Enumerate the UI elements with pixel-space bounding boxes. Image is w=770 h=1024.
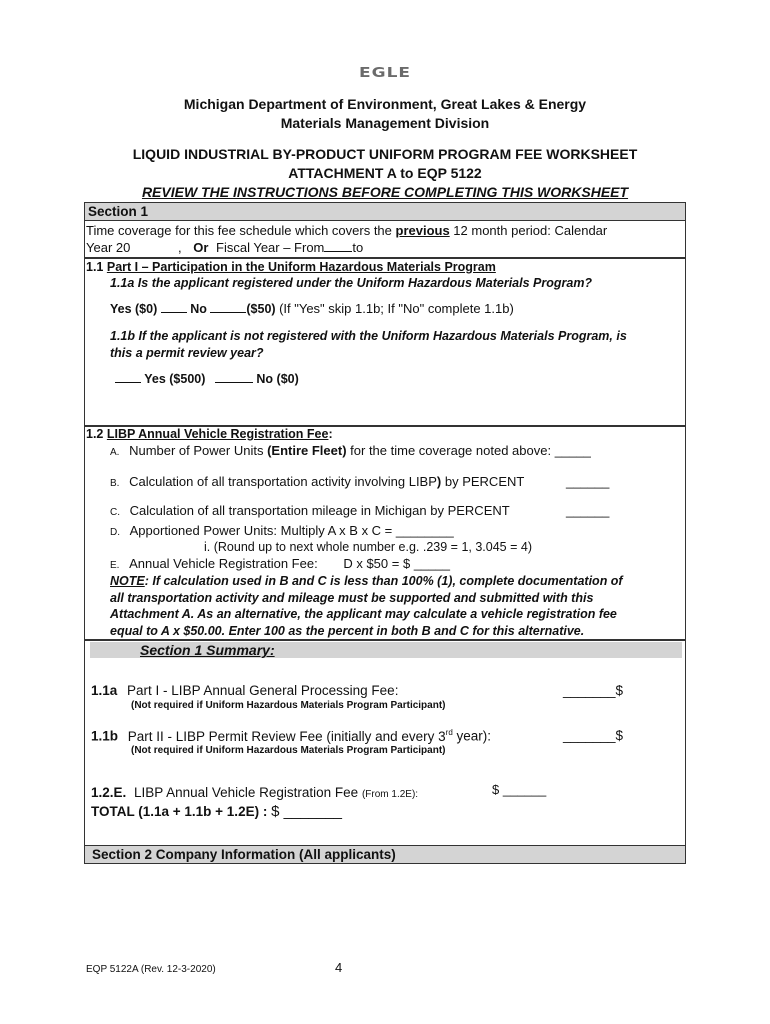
row-1b-note: (Not required if Uniform Hazardous Materials Program Participant) bbox=[131, 745, 446, 756]
worksheet-title: LIQUID INDUSTRIAL BY-PRODUCT UNIFORM PROGRAM FEE WORKSHEET bbox=[132, 146, 638, 162]
q11a-yes-label: Yes ($0) bbox=[110, 302, 158, 316]
part1-number: 1.1 bbox=[86, 260, 104, 274]
item-d-text: Apportioned Power Units: Multiply A x B x C = bbox=[129, 523, 393, 538]
item-b-input[interactable]: ______ bbox=[566, 474, 610, 489]
total-label: TOTAL (1.1a + 1.1b + 1.2E) : bbox=[91, 804, 268, 819]
item-c-text: Calculation of all transportation mileage in Michigan by PERCENT bbox=[129, 503, 510, 518]
item-b-text-end: by PERCENT bbox=[441, 474, 525, 489]
section2-heading-text: Section 2 Company Information (All applicants) bbox=[92, 847, 396, 862]
item-a-bold: (Entire Fleet) bbox=[267, 443, 347, 458]
year-label: Year 20 bbox=[86, 240, 131, 255]
attachment-title: ATTACHMENT A to EQP 5122 bbox=[288, 165, 482, 181]
summary-row-12e bbox=[91, 785, 418, 800]
part1-title bbox=[86, 260, 496, 274]
item-a-text-end: for the time coverage noted above: bbox=[346, 443, 552, 458]
part12-title bbox=[86, 427, 333, 441]
item-b bbox=[110, 474, 524, 489]
q11a-yes-blank[interactable] bbox=[161, 301, 187, 313]
item-d-letter: D. bbox=[110, 527, 120, 538]
note-label: NOTE bbox=[110, 574, 145, 588]
fiscal-year-label: Fiscal Year – From bbox=[216, 240, 325, 255]
q11a-answers bbox=[110, 301, 514, 316]
q11a-no-blank[interactable] bbox=[210, 301, 246, 313]
item-a-input[interactable]: _____ bbox=[554, 443, 591, 458]
q11b-yes-blank[interactable] bbox=[115, 371, 141, 383]
row-1a-input[interactable]: _______$ bbox=[563, 683, 624, 698]
row-12e-label: 1.2.E. bbox=[91, 785, 127, 800]
row-12e-small: (From 1.2E): bbox=[361, 789, 419, 800]
row-1a-text: Part I - LIBP Annual General Processing Fee: bbox=[127, 683, 399, 698]
question-1-1b-line1: 1.1b If the applicant is not registered with the Uniform Hazardous Materials Program, is bbox=[110, 329, 627, 343]
summary-row-1a bbox=[91, 683, 398, 698]
section1-heading-text: Section 1 bbox=[88, 204, 149, 219]
note-line4: equal to A x $50.00. Enter 100 as the percent in both B and C for this alternative. bbox=[110, 623, 585, 638]
row-1b-text: Part II - LIBP Permit Review Fee (initially and every 3 bbox=[127, 728, 446, 744]
item-e-input[interactable]: _____ bbox=[413, 556, 450, 571]
comma: , bbox=[177, 240, 182, 255]
section1-heading bbox=[84, 202, 686, 221]
form-number: EQP 5122A (Rev. 12-3-2020) bbox=[86, 964, 216, 975]
division-name: Materials Management Division bbox=[280, 115, 490, 131]
q11a-fee: ($50) bbox=[246, 302, 276, 316]
section2-heading bbox=[84, 845, 686, 864]
item-c-input[interactable]: ______ bbox=[566, 503, 610, 518]
row-1a-label: 1.1a bbox=[91, 683, 118, 698]
part1-title-text: Part I – Participation in the Uniform Hazardous Materials Program bbox=[106, 260, 496, 274]
q11b-answers bbox=[115, 371, 299, 386]
item-b-paren: ) bbox=[436, 474, 442, 489]
question-1-1b-line2: this a permit review year? bbox=[110, 346, 264, 360]
note-line1: : If calculation used in B and C is less than 100% (1), complete documentation of bbox=[144, 574, 623, 588]
item-c-letter: C. bbox=[110, 507, 120, 518]
row-1b-text-end: year): bbox=[452, 728, 492, 744]
item-d-rounding: i. (Round up to next whole number e.g. .239 = 1, 3.045 = 4) bbox=[204, 540, 532, 554]
coverage-text: Time coverage for this fee schedule which covers the bbox=[86, 223, 396, 238]
fiscal-from-input[interactable] bbox=[324, 240, 352, 252]
row-12e-text: LIBP Annual Vehicle Registration Fee bbox=[134, 785, 362, 800]
question-1-1a: 1.1a Is the applicant registered under the Uniform Hazardous Materials Program? bbox=[110, 276, 593, 290]
coverage-period: 12 month period: Calendar bbox=[449, 223, 608, 238]
total-row bbox=[91, 803, 342, 820]
item-a-letter: A. bbox=[110, 447, 120, 458]
row-12e-input[interactable]: $ ______ bbox=[492, 782, 547, 797]
q11a-no-label: No bbox=[190, 302, 207, 316]
item-b-text: Calculation of all transportation activity involving LIBP bbox=[129, 474, 437, 489]
time-coverage-line2 bbox=[86, 240, 363, 255]
row-1a-note: (Not required if Uniform Hazardous Materials Program Participant) bbox=[131, 700, 446, 711]
part12-number: 1.2 bbox=[86, 427, 104, 441]
item-d bbox=[110, 523, 454, 538]
review-instructions: REVIEW THE INSTRUCTIONS BEFORE COMPLETING THIS WORKSHEET bbox=[141, 184, 629, 200]
row-1b-sup: rd bbox=[445, 728, 453, 737]
item-a bbox=[110, 443, 591, 458]
egle-logo: EGLE bbox=[359, 65, 412, 81]
note-line3: Attachment A. As an alternative, the applicant may calculate a vehicle registration fee bbox=[110, 607, 617, 621]
q11b-no-label: No ($0) bbox=[256, 372, 299, 386]
q11a-note: (If "Yes" skip 1.1b; If "No" complete 1.1b) bbox=[279, 301, 514, 316]
to-label: to bbox=[352, 240, 364, 255]
or-label: Or bbox=[193, 240, 209, 255]
time-coverage-line1 bbox=[86, 223, 684, 238]
total-input[interactable]: $ _______ bbox=[271, 803, 342, 820]
summary-row-1b bbox=[91, 728, 491, 744]
row-1b-label: 1.1b bbox=[91, 728, 119, 744]
q11b-yes-label: Yes ($500) bbox=[144, 372, 206, 386]
item-d-input[interactable]: ________ bbox=[395, 523, 454, 538]
item-e bbox=[110, 556, 450, 571]
row-1b-input[interactable]: _______$ bbox=[563, 728, 624, 743]
item-e-text: Annual Vehicle Registration Fee: bbox=[129, 556, 318, 571]
note-block bbox=[110, 573, 686, 639]
q11b-no-blank[interactable] bbox=[215, 371, 253, 383]
part12-colon: : bbox=[328, 427, 333, 441]
page-number: 4 bbox=[335, 960, 343, 975]
item-a-text: Number of Power Units bbox=[129, 443, 268, 458]
part12-title-text: LIBP Annual Vehicle Registration Fee bbox=[106, 427, 329, 441]
item-e-calc: D x $50 = $ bbox=[343, 556, 411, 571]
note-line2: all transportation activity and mileage must be supported and submitted with this bbox=[110, 590, 594, 605]
department-name: Michigan Department of Environment, Great Lakes & Energy bbox=[183, 96, 587, 112]
summary-heading: Section 1 Summary: bbox=[140, 642, 275, 658]
item-e-letter: E. bbox=[110, 560, 120, 571]
item-c bbox=[110, 503, 510, 518]
item-b-letter: B. bbox=[110, 478, 120, 489]
coverage-previous: previous bbox=[395, 223, 450, 238]
